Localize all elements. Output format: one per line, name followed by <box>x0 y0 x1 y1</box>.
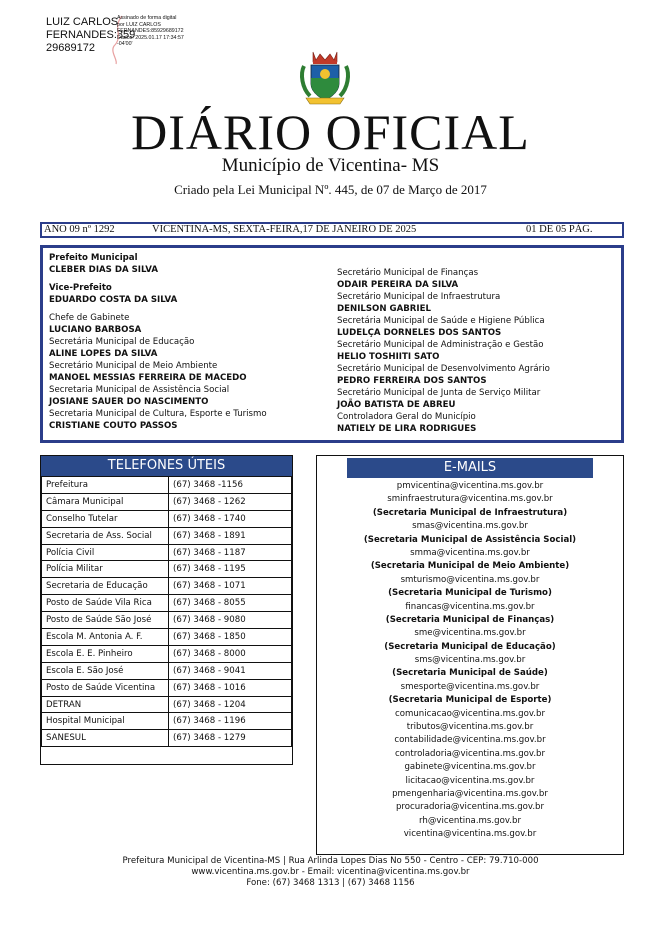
phone-number: (67) 3468 - 1850 <box>169 629 292 646</box>
email-address[interactable]: gabinete@vicentina.ms.gov.br <box>404 762 536 773</box>
officials-box <box>40 245 624 443</box>
official-name: EDUARDO COSTA DA SILVA <box>49 295 178 305</box>
table-row <box>42 713 292 730</box>
phone-place: Conselho Tutelar <box>42 510 169 527</box>
table-row <box>42 493 292 510</box>
official-name: ALINE LOPES DA SILVA <box>49 349 158 359</box>
table-row <box>42 578 292 595</box>
official-name: JOÃO BATISTA DE ABREU <box>337 400 456 410</box>
table-row <box>42 629 292 646</box>
creation-law-text: Criado pela Lei Municipal Nº. 445, de 07 de Março de 2017 <box>174 182 487 197</box>
signature-info-line: por LUIZ CARLOS <box>117 21 161 28</box>
phone-number: (67) 3468 - 1262 <box>169 493 292 510</box>
email-address[interactable]: smma@vicentina.ms.gov.br <box>410 547 530 558</box>
table-row <box>42 544 292 561</box>
phone-number: (67) 3468 - 9041 <box>169 662 292 679</box>
email-address[interactable]: sminfraestrutura@vicentina.ms.gov.br <box>387 494 553 505</box>
signature-info-line: -04'00' <box>117 41 133 47</box>
official-role: Chefe de Gabinete <box>49 313 130 323</box>
official-role: Secretaria Municipal de Assistência Social <box>49 385 230 395</box>
email-department: (Secretaria Municipal de Educação) <box>384 641 556 652</box>
table-row <box>42 679 292 696</box>
phone-place: Hospital Municipal <box>42 713 169 730</box>
official-name: JOSIANE SAUER DO NASCIMENTO <box>49 397 209 407</box>
signature-info-line: FERNANDES:85929689172 <box>117 28 184 34</box>
phone-number: (67) 3468 -1156 <box>169 477 292 494</box>
phone-place: Escola E. São José <box>42 662 169 679</box>
phone-place: Escola M. Antonia A. F. <box>42 629 169 646</box>
email-address[interactable]: vicentina@vicentina.ms.gov.br <box>403 829 537 840</box>
table-row <box>42 645 292 662</box>
phone-number: (67) 3468 - 1195 <box>169 561 292 578</box>
newspaper-subtitle: Município de Vicentina- MS <box>221 155 440 176</box>
official-role: Secretário Municipal de Desenvolvimento Agrário <box>337 364 550 374</box>
phone-place: Secretaria de Educação <box>42 578 169 595</box>
official-name: LUDELÇA DORNELES DOS SANTOS <box>337 328 502 338</box>
officials-right-column <box>337 267 550 435</box>
official-role: Secretaria Municipal de Cultura, Esporte e Turismo <box>49 409 267 419</box>
phones-header: TELEFONES ÚTEIS <box>41 456 292 476</box>
signature-name-line: LUIZ CARLOS <box>46 16 119 28</box>
edition-pages: 01 DE 05 PÁG. <box>526 224 593 235</box>
email-address[interactable]: procuradoria@vicentina.ms.gov.br <box>395 802 545 813</box>
official-role: Controladora Geral do Município <box>337 412 476 422</box>
phone-place: Posto de Saúde Vila Rica <box>42 595 169 612</box>
municipal-crest-icon <box>296 48 354 106</box>
official-name: DENILSON GABRIEL <box>337 304 431 314</box>
table-row <box>42 561 292 578</box>
email-address[interactable]: licitacao@vicentina.ms.gov.br <box>405 775 535 786</box>
phone-place: Polícia Civil <box>42 544 169 561</box>
email-address[interactable]: tributos@vicentina.ms.gov.br <box>406 722 534 733</box>
phone-place: Secretaria de Ass. Social <box>42 527 169 544</box>
edition-number: ANO 09 nº 1292 <box>44 224 115 235</box>
email-address[interactable]: smturismo@vicentina.ms.gov.br <box>400 574 540 585</box>
table-row <box>42 477 292 494</box>
emails-header: E-MAILS <box>347 458 593 478</box>
official-name: HELIO TOSHIITI SATO <box>337 352 440 362</box>
phone-place: DETRAN <box>42 696 169 713</box>
official-role: Vice-Prefeito <box>49 283 112 293</box>
official-role: Secretário Municipal de Administração e Gestão <box>337 340 544 350</box>
signature-details <box>117 15 227 48</box>
officials-left-column <box>49 252 267 432</box>
phone-place: Câmara Municipal <box>42 493 169 510</box>
email-department: (Secretaria Municipal de Infraestrutura) <box>372 507 568 518</box>
official-role: Prefeito Municipal <box>49 253 138 263</box>
table-row <box>42 662 292 679</box>
phone-place: Escola E. E. Pinheiro <box>42 645 169 662</box>
official-name: CLEBER DIAS DA SILVA <box>49 265 159 275</box>
footer-address: Prefeitura Municipal de Vicentina-MS | Rua Arlinda Lopes Dias No 550 - Centro - CEP: 79.710-000 <box>122 856 539 866</box>
phone-place: Posto de Saúde São José <box>42 612 169 629</box>
email-department: (Secretaria Municipal de Meio Ambiente) <box>370 561 570 572</box>
phone-number: (67) 3468 - 1196 <box>169 713 292 730</box>
email-address[interactable]: sme@vicentina.ms.gov.br <box>414 628 526 639</box>
email-department: (Secretaria Municipal de Esporte) <box>388 695 552 706</box>
table-row <box>42 730 292 747</box>
table-row <box>42 510 292 527</box>
edition-bar <box>40 222 624 238</box>
table-row <box>42 612 292 629</box>
signature-name-line: FERNANDES:859 <box>46 29 136 41</box>
phone-number: (67) 3468 - 8000 <box>169 645 292 662</box>
phones-panel <box>40 455 293 765</box>
email-address[interactable]: pmengenharia@vicentina.ms.gov.br <box>392 788 548 799</box>
phones-table <box>41 476 292 747</box>
newspaper-title: DIÁRIO OFICIAL <box>131 104 530 160</box>
phone-number: (67) 3468 - 1279 <box>169 730 292 747</box>
email-address[interactable]: controladoria@vicentina.ms.gov.br <box>394 748 546 759</box>
email-address[interactable]: smesporte@vicentina.ms.gov.br <box>400 681 540 692</box>
official-name: PEDRO FERREIRA DOS SANTOS <box>337 376 487 386</box>
official-role: Secretário Municipal de Finanças <box>337 268 479 278</box>
table-row <box>42 527 292 544</box>
email-address[interactable]: financas@vicentina.ms.gov.br <box>405 601 535 612</box>
official-role: Secretária Municipal de Saúde e Higiene Pública <box>337 316 545 326</box>
phone-number: (67) 3468 - 1071 <box>169 578 292 595</box>
official-name: NATIELY DE LIRA RODRIGUES <box>337 424 477 434</box>
table-row <box>42 696 292 713</box>
official-name: ODAIR PEREIRA DA SILVA <box>337 280 459 290</box>
phone-number: (67) 3468 - 1204 <box>169 696 292 713</box>
phone-place: SANESUL <box>42 730 169 747</box>
email-address[interactable]: sms@vicentina.ms.gov.br <box>414 655 526 666</box>
email-department: (Secretaria Municipal de Turismo) <box>388 588 552 599</box>
email-address[interactable]: pmvicentina@vicentina.ms.gov.br <box>396 481 544 491</box>
email-address[interactable]: contabilidade@vicentina.ms.gov.br <box>394 735 546 746</box>
official-role: Secretário Municipal de Infraestrutura <box>337 292 501 302</box>
email-department: (Secretaria Municipal de Assistência Social) <box>363 534 577 545</box>
footer-phone: Fone: (67) 3468 1313 | (67) 3468 1156 <box>246 878 415 888</box>
email-department: (Secretaria Municipal de Saúde) <box>392 668 548 679</box>
phone-number: (67) 3468 - 1891 <box>169 527 292 544</box>
phone-number: (67) 3468 - 1016 <box>169 679 292 696</box>
official-name: LUCIANO BARBOSA <box>49 325 142 335</box>
page-footer <box>0 856 661 889</box>
signature-info-line: Dados: 2025.01.17 17:34:57 <box>117 34 184 41</box>
signature-info-line: Assinado de forma digital <box>117 15 177 21</box>
email-address[interactable]: comunicacao@vicentina.ms.gov.br <box>394 708 546 719</box>
official-name: MANOEL MESSIAS FERREIRA DE MACEDO <box>49 373 247 383</box>
footer-web[interactable]: www.vicentina.ms.gov.br - Email: vicentina@vicentina.ms.gov.br <box>191 867 470 877</box>
phone-number: (67) 3468 - 1740 <box>169 510 292 527</box>
table-row <box>42 595 292 612</box>
phone-place: Prefeitura <box>42 477 169 494</box>
phone-number: (67) 3468 - 9080 <box>169 612 292 629</box>
phone-place: Posto de Saúde Vicentina <box>42 679 169 696</box>
phone-number: (67) 3468 - 8055 <box>169 595 292 612</box>
email-address[interactable]: rh@vicentina.ms.gov.br <box>419 815 521 826</box>
official-role: Secretário Municipal de Junta de Serviço Militar <box>337 388 541 398</box>
official-role: Secretário Municipal de Meio Ambiente <box>49 361 218 371</box>
email-department: (Secretaria Municipal de Finanças) <box>385 614 555 625</box>
edition-date: VICENTINA-MS, SEXTA-FEIRA,17 DE JANEIRO DE 2025 <box>152 224 417 235</box>
official-role: Secretária Municipal de Educação <box>49 337 195 347</box>
email-list <box>317 480 623 842</box>
email-address[interactable]: smas@vicentina.ms.gov.br <box>412 521 528 532</box>
phone-number: (67) 3468 - 1187 <box>169 544 292 561</box>
signature-name-line: 29689172 <box>46 42 95 54</box>
emails-panel <box>316 455 624 855</box>
phone-place: Polícia Militar <box>42 561 169 578</box>
official-name: CRISTIANE COUTO PASSOS <box>49 421 178 431</box>
